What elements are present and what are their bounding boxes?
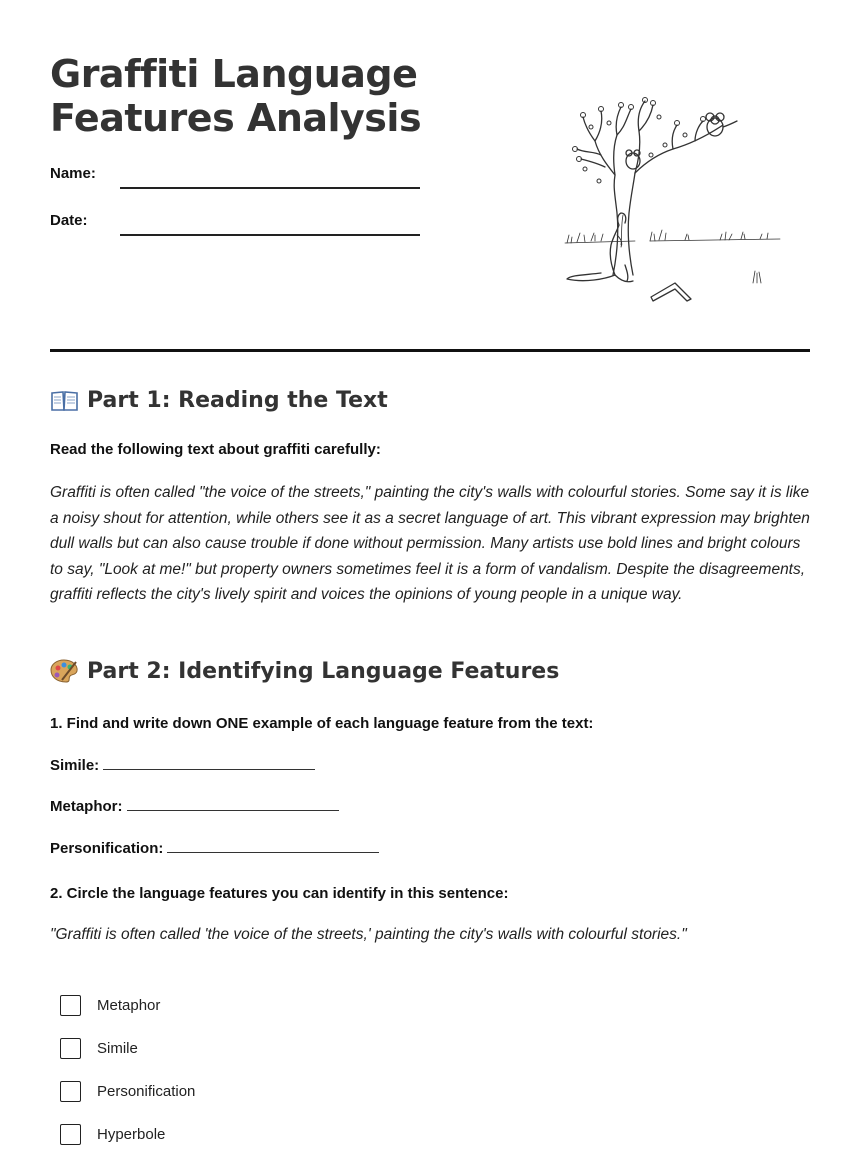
name-field[interactable] (50, 159, 420, 189)
option-metaphor[interactable] (60, 993, 160, 1017)
title-line-2: Features Analysis (50, 96, 422, 140)
artist-palette-icon (50, 658, 79, 684)
option-label: Simile (97, 1039, 138, 1057)
date-field[interactable] (50, 206, 420, 236)
option-simile[interactable] (60, 1036, 138, 1060)
personification-blank[interactable] (167, 840, 379, 853)
checkbox[interactable] (60, 1038, 81, 1059)
simile-blank[interactable] (103, 757, 315, 770)
option-label: Personification (97, 1082, 196, 1100)
checkbox[interactable] (60, 1124, 81, 1145)
date-line[interactable] (120, 234, 420, 236)
metaphor-answer-row[interactable] (50, 798, 339, 815)
header-divider (50, 349, 810, 352)
page-title (50, 52, 421, 140)
option-personification[interactable] (60, 1079, 195, 1103)
part2-heading (50, 658, 559, 684)
checkbox[interactable] (60, 995, 81, 1016)
name-label: Name: (50, 165, 96, 182)
simile-answer-row[interactable] (50, 757, 315, 774)
option-hyperbole[interactable] (60, 1122, 165, 1146)
name-line[interactable] (120, 187, 420, 189)
part1-heading (50, 388, 388, 413)
option-label: Hyperbole (97, 1125, 166, 1143)
simile-label: Simile: (50, 757, 100, 774)
question-2: 2. Circle the language features you can identify in this sentence: (50, 885, 509, 902)
metaphor-blank[interactable] (127, 798, 339, 811)
part1-heading-text: Part 1: Reading the Text (87, 388, 388, 413)
reading-passage: Graffiti is often called "the voice of the streets," painting the city's walls with colourful stories. Some say it is like a noisy shout for attention, while others see it as a secret language of art. This vibrant expression may brighten dull walls but can also cause trouble if done without permission. Many artists use bold lines and bright colours to say, "Look at me!" but property owners sometimes feel it is a form of vandalism. Despite the disagreements, graffiti reflects the city's lively spirit and voices the opinions of young people in a unique way. (50, 484, 810, 604)
personification-answer-row[interactable] (50, 840, 379, 857)
metaphor-label: Metaphor: (50, 798, 123, 815)
tree-kangaroo-koala-illustration (555, 95, 795, 310)
question-1: 1. Find and write down ONE example of each language feature from the text: (50, 715, 594, 732)
title-line-1: Graffiti Language (50, 52, 418, 96)
date-label: Date: (50, 212, 88, 229)
personification-label: Personification: (50, 840, 164, 857)
open-book-icon (50, 389, 79, 413)
checkbox[interactable] (60, 1081, 81, 1102)
quote-sentence: "Graffiti is often called 'the voice of the streets,' painting the city's walls with colourful stories." (50, 926, 687, 943)
part2-heading-text: Part 2: Identifying Language Features (87, 658, 560, 684)
part1-instruction: Read the following text about graffiti carefully: (50, 441, 381, 458)
option-label: Metaphor (97, 996, 161, 1014)
